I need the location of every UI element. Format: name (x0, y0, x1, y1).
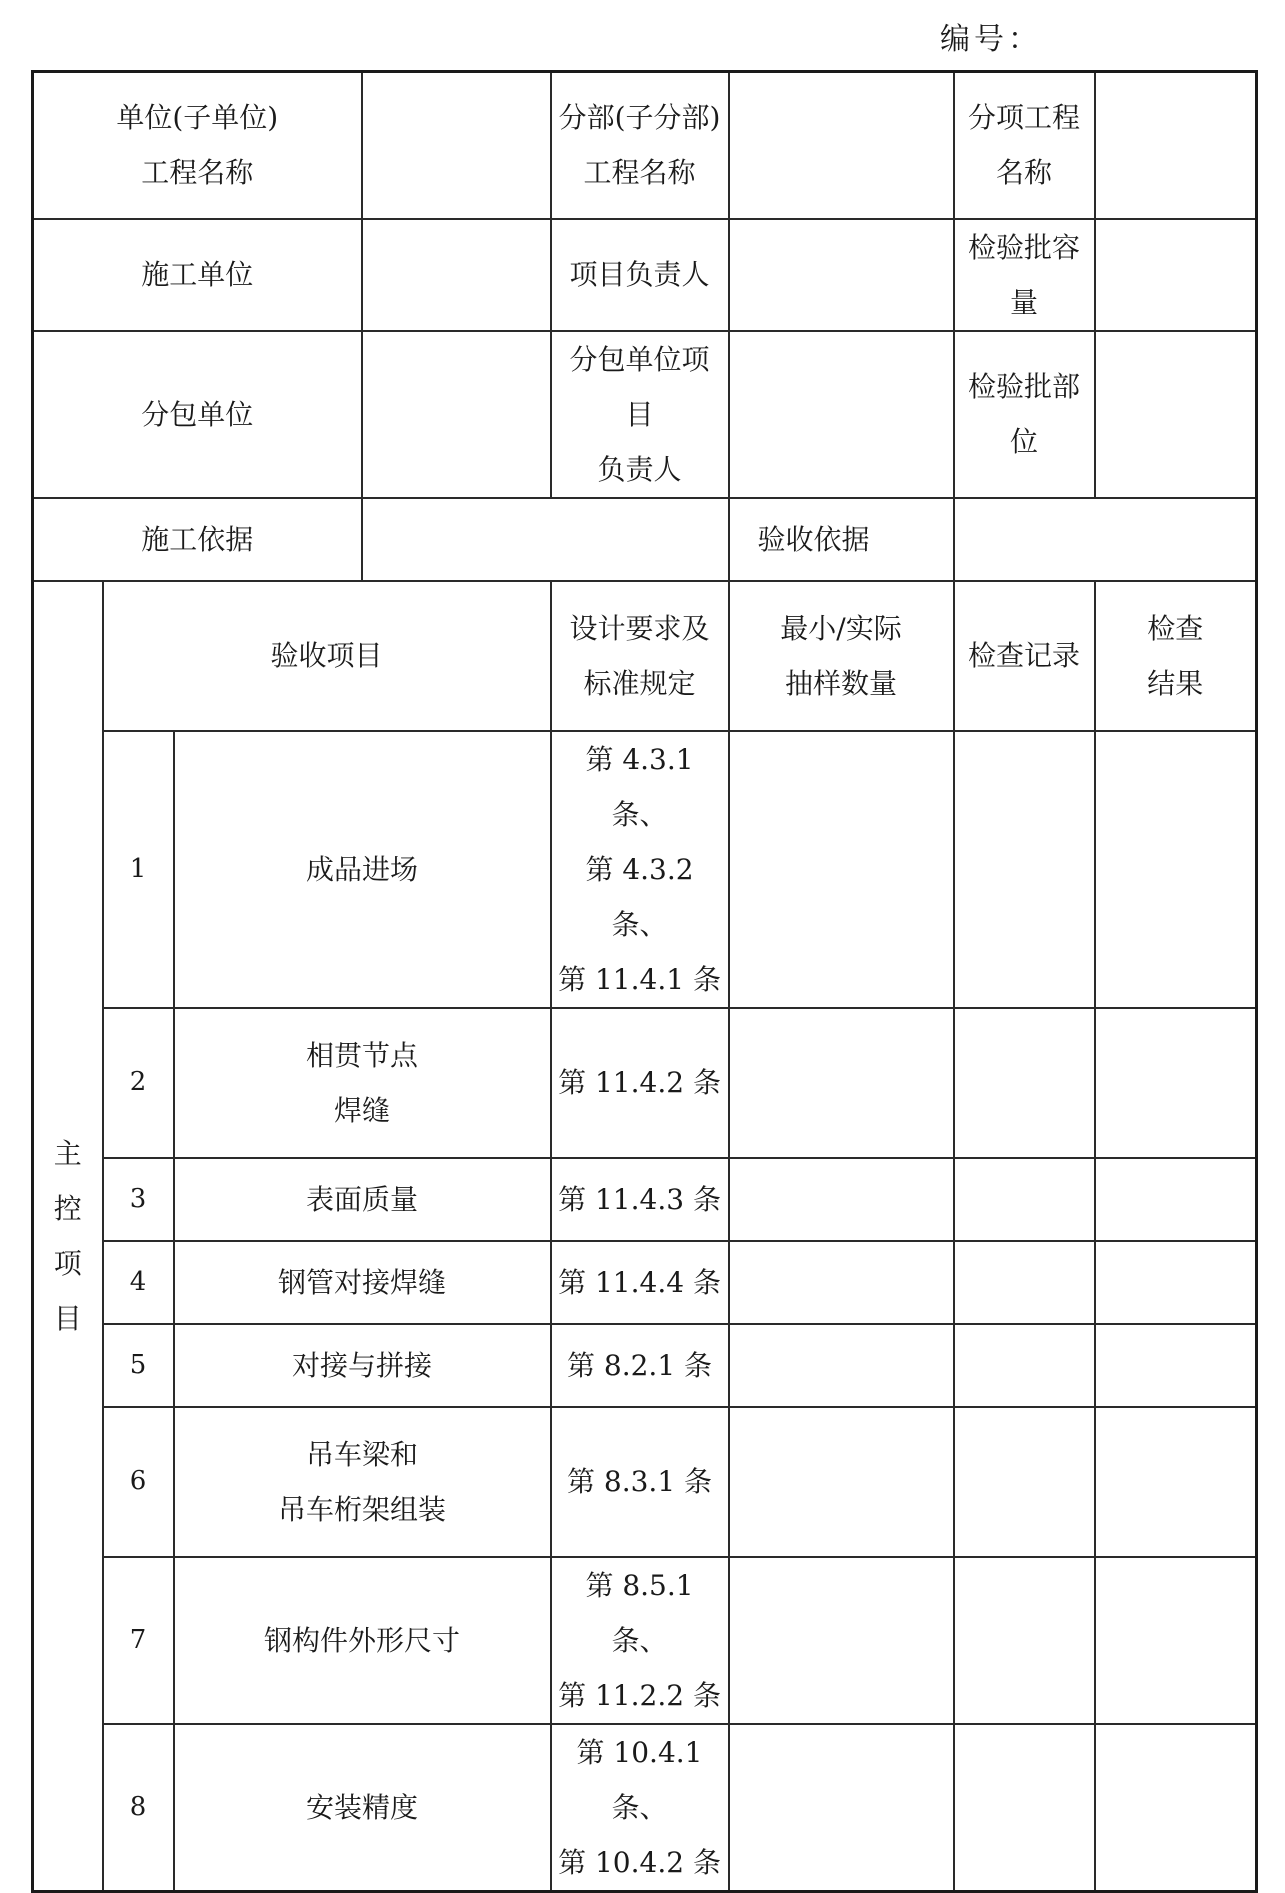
table-row (33, 1324, 1257, 1407)
unit-name-label: 单位(子单位) 工程名称 (33, 72, 362, 219)
batch-location-label: 检验批部位 (954, 331, 1095, 498)
row-sample-field[interactable] (729, 1158, 954, 1241)
item-name-field[interactable] (1095, 72, 1257, 219)
division-name-field[interactable] (729, 72, 954, 219)
sample-quantity-header: 最小/实际 抽样数量 (729, 581, 954, 731)
acceptance-basis-label: 验收依据 (729, 498, 954, 581)
sub-manager-field[interactable] (729, 331, 954, 498)
row-number: 8 (103, 1724, 174, 1892)
row-clause: 第 11.4.2 条 (551, 1008, 729, 1158)
construction-basis-label: 施工依据 (33, 498, 362, 581)
row-item-name: 钢构件外形尺寸 (174, 1557, 551, 1724)
row-sample-field[interactable] (729, 1407, 954, 1557)
table-row (33, 1724, 1257, 1892)
row-result-field[interactable] (1095, 1324, 1257, 1407)
batch-capacity-label: 检验批容量 (954, 219, 1095, 331)
row-number: 7 (103, 1557, 174, 1724)
row-result-field[interactable] (1095, 1158, 1257, 1241)
form-number-label: 编号： (940, 22, 1042, 57)
row-number: 2 (103, 1008, 174, 1158)
info-row-basis (33, 498, 1257, 581)
row-record-field[interactable] (954, 1241, 1095, 1324)
requirement-header: 设计要求及 标准规定 (551, 581, 729, 731)
table-row (33, 1557, 1257, 1724)
row-sample-field[interactable] (729, 1557, 954, 1724)
contractor-label: 施工单位 (33, 219, 362, 331)
row-result-field[interactable] (1095, 1724, 1257, 1892)
row-record-field[interactable] (954, 1724, 1095, 1892)
row-clause: 第 11.4.4 条 (551, 1241, 729, 1324)
acceptance-item-header: 验收项目 (103, 581, 551, 731)
inspection-record-header: 检查记录 (954, 581, 1095, 731)
row-clause: 第 8.5.1 条、 第 11.2.2 条 (551, 1557, 729, 1724)
row-number: 6 (103, 1407, 174, 1557)
contractor-field[interactable] (362, 219, 551, 331)
table-row (33, 731, 1257, 1008)
row-item-name: 钢管对接焊缝 (174, 1241, 551, 1324)
row-number: 1 (103, 731, 174, 1008)
subcontractor-field[interactable] (362, 331, 551, 498)
row-sample-field[interactable] (729, 1241, 954, 1324)
row-item-name: 表面质量 (174, 1158, 551, 1241)
unit-name-field[interactable] (362, 72, 551, 219)
item-name-label: 分项工程 名称 (954, 72, 1095, 219)
row-clause: 第 8.2.1 条 (551, 1324, 729, 1407)
row-clause: 第 10.4.1 条、 第 10.4.2 条 (551, 1724, 729, 1892)
row-item-name: 相贯节点 焊缝 (174, 1008, 551, 1158)
main-control-header-row (33, 581, 1257, 731)
row-sample-field[interactable] (729, 731, 954, 1008)
table-row (33, 1241, 1257, 1324)
sub-manager-label: 分包单位项目 负责人 (551, 331, 729, 498)
subcontractor-label: 分包单位 (33, 331, 362, 498)
batch-capacity-field[interactable] (1095, 219, 1257, 331)
row-item-name: 安装精度 (174, 1724, 551, 1892)
row-result-field[interactable] (1095, 1008, 1257, 1158)
row-number: 5 (103, 1324, 174, 1407)
row-item-name: 成品进场 (174, 731, 551, 1008)
main-control-section-label: 主 控 项 目 (33, 581, 103, 1892)
row-record-field[interactable] (954, 731, 1095, 1008)
info-row-names (33, 72, 1257, 219)
row-record-field[interactable] (954, 1407, 1095, 1557)
inspection-form-table (31, 70, 1258, 1893)
construction-basis-field[interactable] (362, 498, 729, 581)
row-record-field[interactable] (954, 1324, 1095, 1407)
row-record-field[interactable] (954, 1158, 1095, 1241)
table-row (33, 1158, 1257, 1241)
row-item-name: 对接与拼接 (174, 1324, 551, 1407)
row-number: 3 (103, 1158, 174, 1241)
row-number: 4 (103, 1241, 174, 1324)
row-result-field[interactable] (1095, 1241, 1257, 1324)
info-row-subcontractor (33, 331, 1257, 498)
row-sample-field[interactable] (729, 1324, 954, 1407)
acceptance-basis-field[interactable] (954, 498, 1257, 581)
batch-location-field[interactable] (1095, 331, 1257, 498)
table-row (33, 1407, 1257, 1557)
inspection-result-header: 检查 结果 (1095, 581, 1257, 731)
row-sample-field[interactable] (729, 1008, 954, 1158)
row-result-field[interactable] (1095, 731, 1257, 1008)
row-record-field[interactable] (954, 1557, 1095, 1724)
row-record-field[interactable] (954, 1008, 1095, 1158)
row-item-name: 吊车梁和 吊车桁架组装 (174, 1407, 551, 1557)
division-name-label: 分部(子分部) 工程名称 (551, 72, 729, 219)
row-clause: 第 4.3.1 条、 第 4.3.2 条、 第 11.4.1 条 (551, 731, 729, 1008)
row-clause: 第 8.3.1 条 (551, 1407, 729, 1557)
row-sample-field[interactable] (729, 1724, 954, 1892)
info-row-contractor (33, 219, 1257, 331)
row-result-field[interactable] (1095, 1557, 1257, 1724)
table-row (33, 1008, 1257, 1158)
row-result-field[interactable] (1095, 1407, 1257, 1557)
project-manager-field[interactable] (729, 219, 954, 331)
project-manager-label: 项目负责人 (551, 219, 729, 331)
row-clause: 第 11.4.3 条 (551, 1158, 729, 1241)
